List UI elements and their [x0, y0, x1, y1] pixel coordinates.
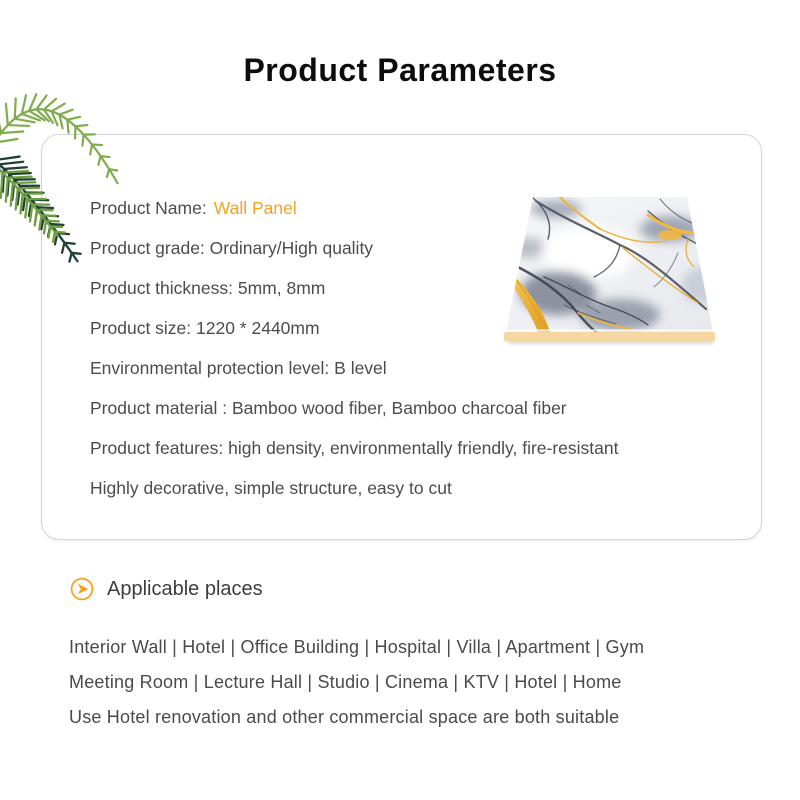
applicable-places-section: [70, 577, 263, 601]
spec-label: Product Name:: [90, 198, 207, 219]
spec-row-decorative-note: [90, 468, 619, 508]
spec-label: Product material : Bamboo wood fiber, Bamboo charcoal fiber: [90, 397, 567, 418]
palm-leaf-icon: [0, 84, 136, 254]
spec-label: Product features: high density, environmentally friendly, fire-resistant: [90, 437, 619, 458]
spec-row-product-features: [90, 428, 619, 468]
places-line: Use Hotel renovation and other commercial space are both suitable: [69, 707, 620, 727]
arrow-right-circle-icon: [70, 577, 94, 601]
places-line: Interior Wall | Hotel | Office Building | Hospital | Villa | Apartment | Gym: [69, 637, 645, 657]
panel-edge: [504, 332, 715, 342]
spec-value-highlight: Wall Panel: [213, 198, 297, 219]
spec-label: Product grade: Ordinary/High quality: [90, 238, 374, 259]
places-line: Meeting Room | Lecture Hall | Studio | Cinema | KTV | Hotel | Home: [69, 672, 622, 692]
applicable-places-text: [69, 630, 759, 735]
spec-label: Highly decorative, simple structure, easy to cut: [90, 477, 452, 498]
spec-row-product-material: [90, 388, 619, 428]
palm-fronds: [0, 94, 118, 262]
marble-panel-image: [498, 193, 718, 348]
spec-row-environmental-level: [90, 349, 619, 389]
applicable-places-heading: Applicable places: [107, 577, 263, 600]
spec-label: Environmental protection level: B level: [90, 358, 387, 378]
spec-label: Product size: 1220 * 2440mm: [90, 318, 320, 339]
page-title: Product Parameters: [243, 52, 557, 88]
marble-face: [498, 193, 726, 335]
spec-label: Product thickness: 5mm, 8mm: [90, 278, 326, 299]
